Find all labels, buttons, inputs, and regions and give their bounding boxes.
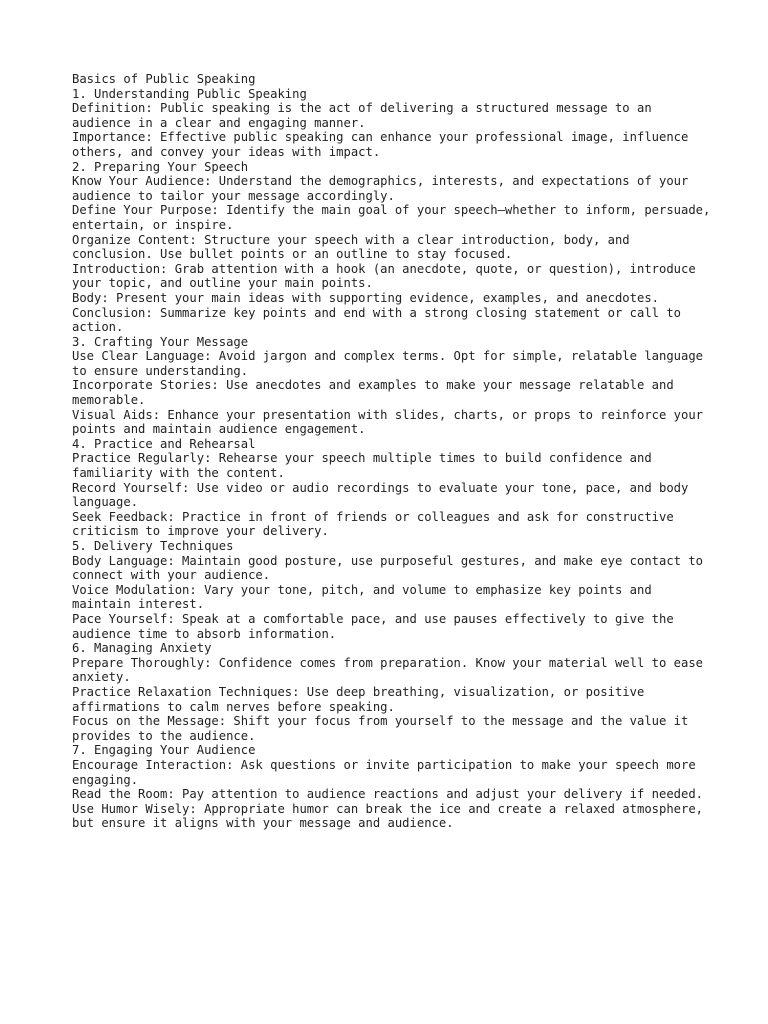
paragraph-line: Encourage Interaction: Ask questions or invite participation to make your speech more engaging. — [72, 757, 704, 787]
paragraph-line: Practice Regularly: Rehearse your speech multiple times to build confidence and familiarity with the content. — [72, 451, 660, 481]
paragraph-line: Importance: Effective public speaking can enhance your professional image, influence others, and convey your ideas with impact. — [72, 130, 696, 159]
paragraph-line: Conclusion: Summarize key points and end with a strong closing statement or call to action. — [72, 305, 689, 335]
section-heading: 6. Managing Anxiety — [72, 641, 212, 656]
paragraph-line: Visual Aids: Enhance your presentation with slides, charts, or props to reinforce your points and maintain audience engagement. — [72, 407, 711, 437]
paragraph-line: Seek Feedback: Practice in front of friends or colleagues and ask for constructive criticism to improve your delivery. — [72, 509, 682, 539]
paragraph-line: Definition: Public speaking is the act of delivering a structured message to an audience in a clear and engaging manner. — [72, 101, 660, 130]
document-body — [72, 86, 718, 831]
paragraph-line: Record Yourself: Use video or audio recordings to evaluate your tone, pace, and body language. — [72, 480, 696, 510]
paragraph-line: Body: Present your main ideas with supporting evidence, examples, and anecdotes. — [72, 290, 659, 305]
paragraph-line: Organize Content: Structure your speech with a clear introduction, body, and conclusion. Use bullet points or an outline to stay focused. — [72, 232, 637, 262]
paragraph-line: Incorporate Stories: Use anecdotes and examples to make your message relatable and memorable. — [72, 378, 682, 408]
section-heading: 1. Understanding Public Speaking — [72, 86, 307, 101]
section-heading: 7. Engaging Your Audience — [72, 743, 256, 758]
paragraph-line: Prepare Thoroughly: Confidence comes from preparation. Know your material well to ease anxiety. — [72, 655, 711, 685]
paragraph-line: Voice Modulation: Vary your tone, pitch, and volume to emphasize key points and maintain interest. — [72, 582, 660, 612]
paragraph-line: Use Humor Wisely: Appropriate humor can break the ice and create a relaxed atmosphere, but ensure it aligns with your message and audience. — [72, 801, 711, 831]
document-title: Basics of Public Speaking — [72, 72, 256, 86]
paragraph-line: Pace Yourself: Speak at a comfortable pace, and use pauses effectively to give the audience time to absorb information. — [72, 611, 682, 641]
paragraph-line: Define Your Purpose: Identify the main goal of your speech—whether to inform, persuade, entertain, or inspire. — [72, 203, 718, 232]
section-heading: 2. Preparing Your Speech — [72, 159, 249, 174]
paragraph-line: Practice Relaxation Techniques: Use deep breathing, visualization, or positive affirmations to calm nerves before speaking. — [72, 684, 652, 714]
document-page — [72, 72, 718, 831]
paragraph-line: Introduction: Grab attention with a hook (an anecdote, quote, or question), introduce your topic, and outline your main points. — [72, 261, 704, 291]
paragraph-line: Know Your Audience: Understand the demographics, interests, and expectations of your audience to tailor your message accordingly. — [72, 174, 696, 203]
paragraph-line: Focus on the Message: Shift your focus from yourself to the message and the value it provides to the audience. — [72, 714, 696, 743]
section-heading: 5. Delivery Techniques — [72, 539, 234, 553]
paragraph-line: Use Clear Language: Avoid jargon and complex terms. Opt for simple, relatable language to ensure understanding. — [72, 349, 711, 378]
paragraph-line: Read the Room: Pay attention to audience reactions and adjust your delivery if needed. — [72, 787, 704, 802]
paragraph-line: Body Language: Maintain good posture, use purposeful gestures, and make eye contact to connect with your audience. — [72, 553, 711, 583]
section-heading: 4. Practice and Rehearsal — [72, 436, 256, 451]
section-heading: 3. Crafting Your Message — [72, 334, 249, 349]
